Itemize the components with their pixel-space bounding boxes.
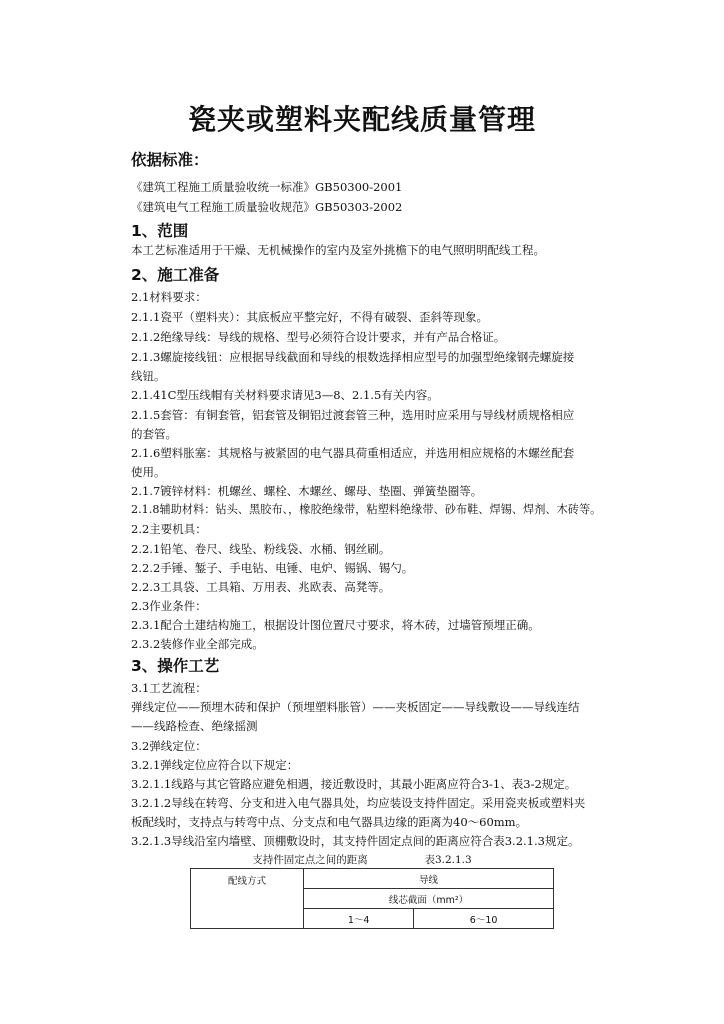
section-2-line: 2.3.1配合土建结构施工，根据设计图位置尺寸要求，将木砖，过墙管预埋正确。 — [131, 618, 540, 632]
section-3-line: ——线路检查、绝缘摇测 — [131, 719, 258, 733]
section-3-line: 3.2.1.2导线在转弯、分支和进入电气器具处，均应装设支持件固定。采用瓷夹板或塑料夹 — [131, 796, 586, 810]
table-caption-row — [0, 852, 724, 867]
section-2-line: 线钮。 — [131, 369, 166, 383]
section-2-line: 2.1.3螺旋接线钮：应根据导线截面和导线的根数选择相应型号的加强型绝缘钢壳螺旋接 — [131, 350, 575, 364]
section-3-line: 3.2.1.1线路与其它管路应避免相遇，接近敷设时，其最小距离应符合3-1、表3-2规定。 — [131, 777, 577, 791]
section-1-text: 本工艺标准适用于干燥、无机械操作的室内及室外挑檐下的电气照明明配线工程。 — [131, 243, 545, 257]
basis-standard-2: 《建筑电气工程施工质量验收规范》GB50303-2002 — [131, 200, 403, 214]
section-2-line: 2.1.41C型压线帽有关材料要求请见3—8、2.1.5有关内容。 — [131, 388, 439, 402]
spacing-table — [190, 868, 554, 929]
table-subheader-core-section: 线芯截面（mm²） — [304, 889, 554, 909]
section-3-line: 3.2.1.3导线沿室内墙壁、顶棚敷设时，其支持件固定点间的距离应符合表3.2.1.3规定。 — [131, 834, 580, 848]
section-2-line: 2.2.3工具袋、工具箱、万用表、兆欧表、高凳等。 — [131, 580, 391, 594]
section-2-line: 2.1.6塑料胀塞：其规格与被紧固的电气器具荷重相适应，并选用相应规格的木螺丝配套 — [131, 446, 575, 460]
table-range-6-10: 6～10 — [414, 909, 554, 929]
section-2-line: 2.3作业条件： — [131, 599, 207, 613]
section-3-heading: 3、操作工艺 — [131, 657, 220, 675]
section-2-line: 2.3.2装修作业全部完成。 — [131, 637, 264, 651]
section-3-line: 3.2.1弹线定位应符合以下规定： — [131, 758, 299, 772]
section-2-line: 2.2.2手锤、錾子、手电钻、电锤、电炉、锡锅、锡勺。 — [131, 561, 414, 575]
section-2-line: 2.1.8辅助材料：钻头、黑胶布、，橡胶绝缘带，粘塑料绝缘带、砂布鞋、焊锡、焊剂、木砖等。 — [131, 503, 602, 516]
section-2-heading: 2、施工准备 — [131, 266, 220, 284]
section-3-line: 弹线定位——预埋木砖和保护（预埋塑料胀管）——夹板固定——导线敷设——导线连结 — [131, 700, 580, 714]
table-number: 表3.2.1.3 — [424, 854, 472, 866]
table-range-1-4: 1～4 — [304, 909, 414, 929]
section-3-line: 3.2弹线定位： — [131, 739, 207, 753]
table-caption: 支持件固定点之间的距离 — [252, 854, 368, 866]
section-3-line: 3.1工艺流程： — [131, 681, 207, 695]
section-2-line: 2.1.2绝缘导线：导线的规格、型号必须符合设计要求，并有产品合格证。 — [131, 330, 506, 344]
basis-heading: 依据标准： — [131, 151, 209, 169]
basis-standard-1: 《建筑工程施工质量验收统一标准》GB50300-2001 — [131, 180, 403, 194]
section-2-line: 的套管。 — [131, 427, 177, 441]
table-header-wire: 导线 — [304, 869, 554, 889]
section-2-line: 2.1.1瓷平（塑料夹）：其底板应平整完好，不得有破裂、歪斜等现象。 — [131, 310, 489, 324]
section-2-line: 2.1.5套管：有铜套管，铝套管及铜铝过渡套管三种，选用时应采用与导线材质规格相应 — [131, 408, 575, 422]
section-1-heading: 1、范围 — [131, 222, 189, 240]
section-2-line: 2.2.1铅笔、卷尺、线坠、粉线袋、水桶、钢丝刷。 — [131, 542, 391, 556]
section-2-line: 2.2主要机具： — [131, 522, 207, 536]
section-2-line: 使用。 — [131, 465, 166, 479]
section-2-line: 2.1材料要求： — [131, 290, 207, 304]
section-3-line: 板配线时，支持点与转弯中点、分支点和电气器具边缘的距离为40～60mm。 — [131, 815, 528, 829]
document-title: 瓷夹或塑料夹配线质量管理 — [187, 103, 536, 136]
table-header-wiring-method: 配线方式 — [191, 869, 304, 929]
section-2-line: 2.1.7镀锌材料：机螺丝、螺栓、木螺丝、螺母、垫圈、弹簧垫圈等。 — [131, 484, 483, 498]
